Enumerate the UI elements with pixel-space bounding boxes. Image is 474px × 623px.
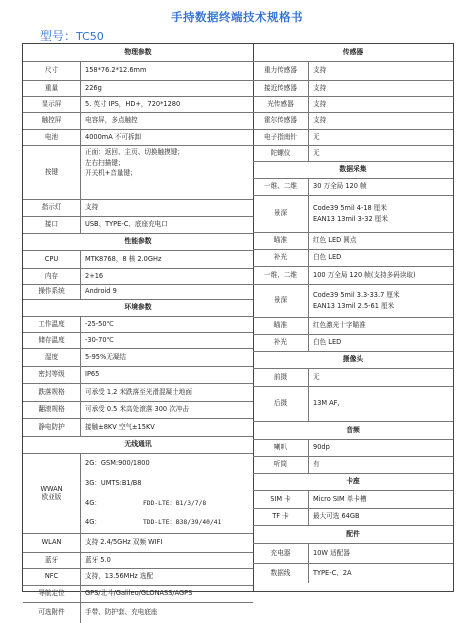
spec-row (253, 113, 453, 130)
spec-value-line: -30-70℃ (85, 335, 114, 344)
spec-value (81, 285, 253, 299)
spec-row (23, 419, 253, 437)
spec-value (81, 317, 253, 332)
spec-value-line: 左右扫描键； (85, 158, 125, 167)
spec-value (309, 196, 453, 232)
wwan-band-line (85, 519, 253, 527)
spec-value (309, 457, 453, 473)
wwan-generation: 2G：GSM:900/1800 (85, 459, 150, 468)
spec-value-line: 正面：返回、主页、切换触摸键； (85, 148, 184, 156)
spec-value-line: IP65 (85, 370, 100, 379)
spec-key: 陀螺仪 (253, 146, 309, 161)
spec-value (81, 81, 253, 96)
spec-value-line: 可承受 0.5 米高处滚落 300 次冲击 (85, 405, 189, 414)
spec-value-line: 白色 LED (313, 338, 342, 347)
spec-value (81, 603, 253, 623)
spec-key: WWAN 欧亚版 (23, 454, 81, 533)
spec-key: 操作系统 (23, 285, 81, 299)
spec-value (81, 384, 253, 401)
spec-row (23, 81, 253, 97)
spec-key: 接口 (23, 217, 81, 233)
spec-key: 指示灯 (23, 200, 81, 216)
spec-value-line: EAN13 13mil 3-32 厘米 (313, 214, 388, 223)
spec-row (23, 113, 253, 130)
section-header: 配件 (253, 526, 453, 544)
spec-value-line: 蓝牙 5.0 (85, 555, 111, 564)
spec-value-line: 4000mA 不可拆卸 (85, 132, 142, 141)
spec-value (309, 564, 453, 583)
spec-key: 翻滚规格 (23, 402, 81, 418)
spec-key: 工作温度 (23, 317, 81, 332)
spec-key: 一维、二维 (253, 179, 309, 195)
spec-value (309, 491, 453, 508)
spec-sheet-table (22, 43, 454, 617)
spec-value-line: 支持，13.56MHz 选配 (85, 572, 154, 581)
section-header: 性能参数 (23, 234, 253, 251)
spec-row (23, 317, 253, 333)
section-header: 环境参数 (23, 300, 253, 317)
spec-value-line: Android 9 (85, 287, 117, 296)
spec-value (309, 335, 453, 351)
section-header: 无线通讯 (23, 437, 253, 454)
spec-row (23, 62, 253, 81)
spec-row (23, 200, 253, 217)
spec-value-line: 支持 (313, 116, 327, 125)
spec-value-line: 无 (313, 372, 320, 381)
spec-key: NFC (23, 569, 81, 585)
spec-key: 数据线 (253, 564, 309, 583)
spec-value (309, 130, 453, 145)
spec-value-line: 无 (313, 148, 320, 157)
spec-value-line: Micro SIM 单卡槽 (313, 494, 367, 503)
spec-key: 湿度 (23, 349, 81, 366)
spec-key: 尺寸 (23, 62, 81, 80)
spec-value (81, 454, 253, 533)
spec-value (81, 553, 253, 568)
spec-row (253, 130, 453, 146)
spec-row (253, 62, 453, 81)
spec-key: SIM 卡 (253, 491, 309, 508)
section-header: 摄像头 (253, 352, 453, 369)
spec-row-wwan (23, 454, 253, 534)
spec-value (81, 419, 253, 436)
spec-value (309, 81, 453, 96)
spec-key: 内存 (23, 269, 81, 284)
spec-value-line: 红色激光十字瞄准 (313, 321, 366, 330)
spec-row (253, 335, 453, 352)
spec-value (309, 146, 453, 161)
spec-value (81, 569, 253, 585)
spec-row (253, 196, 453, 233)
spec-key: 光传感器 (253, 97, 309, 112)
spec-value (81, 586, 253, 602)
spec-key: 充电器 (253, 544, 309, 563)
spec-key: 一维、二维 (253, 267, 309, 284)
spec-key: TF 卡 (253, 509, 309, 525)
spec-row (253, 491, 453, 509)
spec-value (309, 62, 453, 80)
spec-row (23, 97, 253, 113)
spec-row (23, 130, 253, 146)
spec-key: 霍尔传感器 (253, 113, 309, 129)
spec-row (23, 349, 253, 367)
spec-value-line: 13M AF, (313, 399, 340, 408)
spec-value-line: 电容屏，多点触控 (85, 116, 138, 125)
spec-value-line: 红色 LED 圆点 (313, 236, 357, 245)
spec-row (23, 402, 253, 419)
spec-key: 瞄准 (253, 318, 309, 334)
spec-value (309, 440, 453, 456)
spec-value (309, 179, 453, 195)
spec-row (253, 544, 453, 564)
spec-row (253, 318, 453, 335)
spec-row (253, 97, 453, 113)
spec-row (23, 384, 253, 402)
spec-key: 可选附件 (23, 603, 81, 623)
right-column (253, 44, 453, 591)
spec-key: 密封等级 (23, 367, 81, 383)
spec-value (81, 146, 253, 199)
spec-value (309, 285, 453, 317)
spec-key: 按键 (23, 146, 81, 199)
spec-value (81, 534, 253, 552)
spec-value-line: 10W 适配器 (313, 548, 350, 557)
spec-value-line: 最大可选 64GB (313, 512, 360, 521)
spec-key: 喇叭 (253, 440, 309, 456)
spec-row (253, 267, 453, 285)
spec-key: 瞄准 (253, 233, 309, 249)
spec-row (23, 217, 253, 234)
spec-key: 跌落规格 (23, 384, 81, 401)
spec-value (81, 62, 253, 80)
spec-key: 电池 (23, 130, 81, 145)
spec-row (23, 333, 253, 349)
spec-row (23, 553, 253, 569)
spec-value-line: MTK8768，8 核 2.0GHz (85, 254, 162, 263)
spec-key: 听筒 (253, 457, 309, 473)
spec-value-line: 白色 LED (313, 253, 342, 262)
section-header: 数据采集 (253, 162, 453, 179)
spec-value (309, 113, 453, 129)
section-header: 音频 (253, 422, 453, 440)
wwan-band-line (85, 480, 253, 488)
spec-value (309, 233, 453, 249)
spec-value (81, 217, 253, 233)
spec-value-line: 2+16 (85, 271, 104, 280)
spec-key: 景深 (253, 285, 309, 317)
spec-row (23, 146, 253, 200)
spec-value (81, 367, 253, 383)
spec-value-line: 226g (85, 83, 102, 92)
wwan-band-line (85, 460, 253, 468)
spec-row (23, 367, 253, 384)
spec-value-line: 手带、防护套、充电底座 (85, 608, 158, 617)
spec-value (81, 349, 253, 366)
spec-row (253, 233, 453, 250)
spec-value-line: -25-50℃ (85, 319, 114, 328)
section-header: 物理参数 (23, 44, 253, 62)
spec-value (81, 333, 253, 348)
spec-value (81, 269, 253, 284)
model-value: TC50 (76, 30, 104, 43)
wwan-generation: 4G： (85, 518, 101, 527)
spec-value-line: GPS/北斗/Galileo/GLONASS/AGPS (85, 589, 193, 598)
wwan-bands: FDD-LTE：B1/3/7/8 (143, 499, 207, 507)
section-header: 卡座 (253, 474, 453, 491)
spec-value (81, 130, 253, 145)
spec-key: 前摄 (253, 369, 309, 386)
spec-value (81, 200, 253, 216)
spec-key: 重力传感器 (253, 62, 309, 80)
spec-row (253, 179, 453, 196)
spec-key: CPU (23, 251, 81, 268)
spec-value-line: 支持 2.4/5GHz 双频 WIFI (85, 538, 163, 547)
spec-row (253, 509, 453, 526)
spec-row (253, 369, 453, 387)
spec-value (309, 318, 453, 334)
spec-value (309, 250, 453, 266)
section-header: 传感器 (253, 44, 453, 62)
spec-value (81, 97, 253, 112)
spec-row (23, 251, 253, 269)
spec-row (23, 569, 253, 586)
spec-row (253, 440, 453, 457)
spec-value-line: 90dp (313, 443, 330, 452)
spec-value (81, 251, 253, 268)
spec-row (253, 81, 453, 97)
spec-value-line: 无 (313, 132, 320, 141)
spec-key: 接近传感器 (253, 81, 309, 96)
spec-value-line: 支持 (85, 203, 99, 212)
wwan-band-line (85, 500, 253, 508)
spec-value (81, 113, 253, 129)
spec-value-line: 接触±8KV 空气±15KV (85, 422, 155, 431)
model-line (40, 27, 104, 44)
spec-value-line: 30 万全局 120 帧 (313, 182, 367, 191)
spec-row (23, 534, 253, 553)
spec-row (253, 457, 453, 474)
spec-value-line: 可承受 1.2 米跌落至光滑混凝土地面 (85, 387, 192, 396)
spec-row (23, 269, 253, 285)
spec-value-line: Code39 5mil 3.3-33.7 厘米 (313, 290, 400, 299)
wwan-bands: TDD-LTE：B38/39/40/41 (143, 519, 222, 527)
spec-value-line: Code39 5mil 4-18 厘米 (313, 203, 387, 212)
model-label: 型号： (40, 29, 77, 43)
spec-value-line: 158*76.2*12.6mm (85, 66, 147, 75)
spec-value-line: 有 (313, 460, 320, 469)
spec-value (309, 509, 453, 525)
wwan-generation: 4G： (85, 498, 101, 507)
spec-key: 静电防护 (23, 419, 81, 436)
wwan-generation: 3G：UMTS:B1/B8 (85, 478, 142, 487)
spec-value-line: 5. 英寸 IPS，HD+，720*1280 (85, 99, 181, 108)
spec-key: WLAN (23, 534, 81, 552)
spec-value (309, 544, 453, 563)
left-column (23, 44, 254, 617)
spec-value-line: TYPE-C、2A (313, 568, 352, 577)
spec-value-line: 支持 (313, 99, 327, 108)
spec-key: 蓝牙 (23, 553, 81, 568)
spec-key: 电子指南针 (253, 130, 309, 145)
spec-row (253, 387, 453, 422)
spec-value (309, 97, 453, 112)
spec-value-line: USB、TYPE-C、底座充电口 (85, 220, 168, 229)
spec-row (253, 285, 453, 318)
spec-value-line: 100 万全局 120 帧(支持多码读取) (313, 270, 416, 279)
spec-row (23, 586, 253, 603)
spec-key: 导航定位 (23, 586, 81, 602)
spec-key: 重量 (23, 81, 81, 96)
spec-key: 储存温度 (23, 333, 81, 348)
spec-key: 补光 (253, 250, 309, 266)
spec-row (23, 285, 253, 300)
document-title: 手持数据终端技术规格书 (171, 10, 303, 24)
spec-key: 后摄 (253, 387, 309, 421)
spec-row (253, 564, 453, 583)
spec-value (309, 369, 453, 386)
spec-value-line: 开关机+音量键； (85, 169, 137, 178)
spec-row (253, 250, 453, 267)
spec-key: 景深 (253, 196, 309, 232)
spec-value-line: 支持 (313, 66, 327, 75)
spec-value-line: EAN13 13mil 2.5-61 厘米 (313, 301, 395, 310)
spec-value-line: 支持 (313, 83, 327, 92)
spec-key: 显示屏 (23, 97, 81, 112)
spec-value (309, 387, 453, 421)
spec-value (309, 267, 453, 284)
spec-value-line: 5-95%无凝结 (85, 352, 127, 361)
spec-key: 补光 (253, 335, 309, 351)
spec-row (23, 603, 253, 623)
spec-value (81, 402, 253, 418)
spec-row (253, 146, 453, 162)
spec-key: 触控屏 (23, 113, 81, 129)
